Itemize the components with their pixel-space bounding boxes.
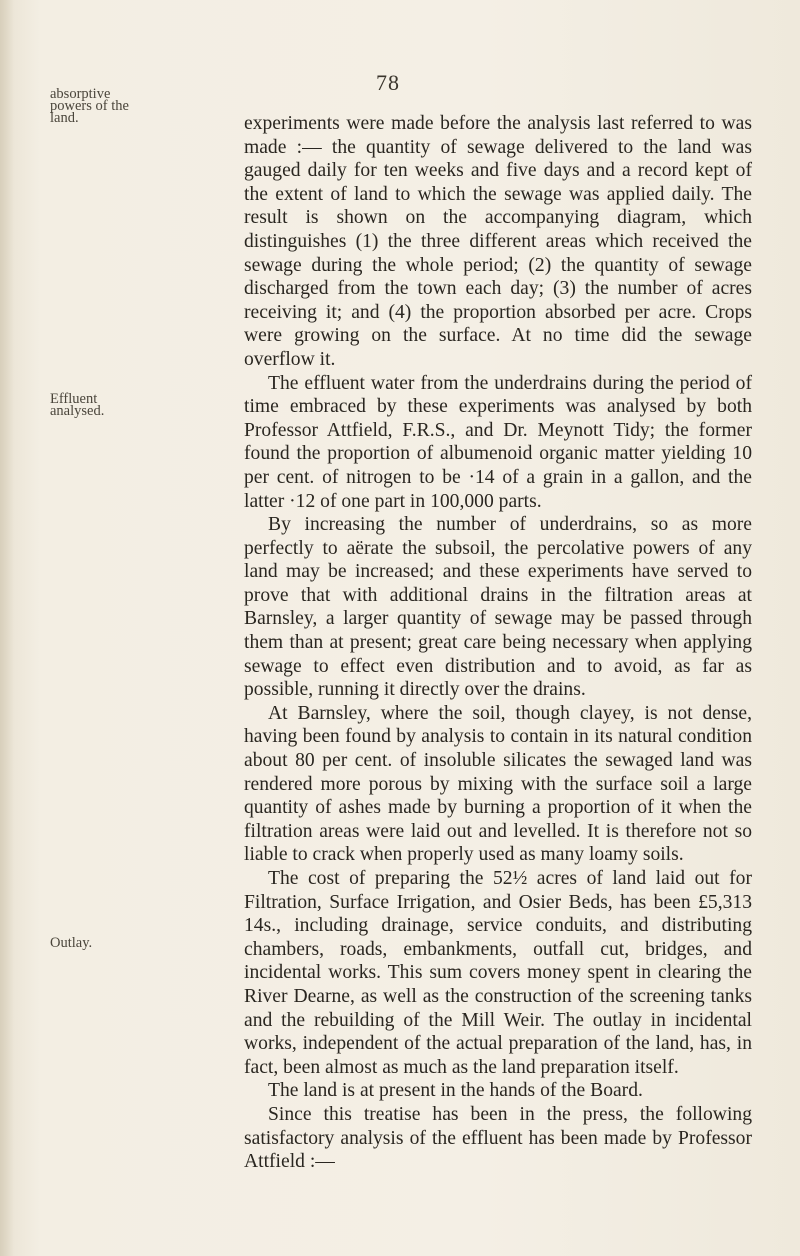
- page-number: 78: [376, 70, 400, 95]
- paragraph-analysis: Since this treatise has been in the press, the following satisfactory analysis of the effluent has been made by Professor Attfield :—: [244, 1103, 752, 1173]
- paragraph-board: The land is at present in the hands of the Board.: [268, 1080, 643, 1102]
- binding-edge: [0, 0, 14, 1256]
- body-text: [244, 112, 752, 1174]
- paragraph-experiments: experiments were made before the analysis last referred to was made :— the quantity of sewage delivered to the land was gauged daily for ten weeks and five days and a record kept of the extent of land to which the sewage was applied daily. The result is shown on the accompanying diagram, which distinguishes (1) the three different areas which received the sewage during the whole period; (2) the quantity of sewage discharged from the town each day; (3) the number of acres receiving it; and (4) the proportion absorbed per acre. Crops were growing on the surface. At no time did the sewage overflow it.: [244, 113, 752, 370]
- paragraph-cost: The cost of preparing the 52½ acres of land laid out for Filtration, Surface Irrigation, and Osier Beds, has been £5,313 14s., including drainage, service conduits, and distributing chambers, roads, embankments, outfall cut, bridges, and incidental works. This sum covers money spent in clearing the River Dearne, as well as the construction of the screening tanks and the rebuilding of the Mill Weir. The outlay in incidental works, independent of the actual preparation of the land, has, in fact, been almost as much as the land preparation itself.: [244, 868, 752, 1078]
- margin-note-absorptive: absorptive powers of the land.: [50, 86, 129, 126]
- paragraph-effluent: The effluent water from the underdrains during the period of time embraced by these experiments was analysed by both Professor Attfield, F.R.S., and Dr. Meynott Tidy; the former found the proportion of albumenoid organic matter yielding 10 per cent. of nitrogen to be ·14 of a grain in a gallon, and the latter ·12 of one part in 100,000 parts.: [244, 372, 752, 512]
- paragraph-soil: At Barnsley, where the soil, though clayey, is not dense, having been found by analysis to contain in its natural condition about 80 per cent. of insoluble silicates the sewaged land was rendered more porous by mixing with the surface soil a large quantity of ashes made by burning a proportion of it when the filtration areas were laid out and levelled. It is therefore not so liable to crack when properly used as many loamy soils.: [244, 702, 752, 866]
- paragraph-underdrains: By increasing the number of underdrains, so as more perfectly to aërate the subsoil, the percolative powers of any land may be increased; and these experiments have served to prove that with additional drains in the filtration areas at Barnsley, a larger quantity of sewage may be passed through them than at present; great care being necessary when applying sewage to effect even distribution and to avoid, as far as possible, running it directly over the drains.: [244, 514, 752, 701]
- margin-note-outlay: Outlay.: [50, 935, 93, 951]
- margin-note-effluent: Effluent analysed.: [50, 391, 105, 419]
